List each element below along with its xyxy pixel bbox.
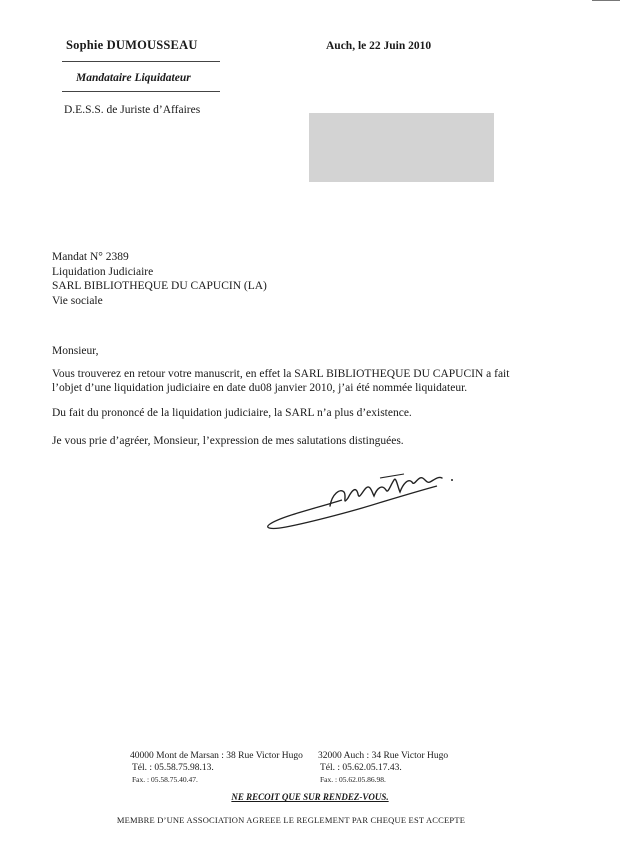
sender-name: Sophie DUMOUSSEAU xyxy=(66,38,198,52)
reference-line: Liquidation Judiciaire xyxy=(52,265,154,278)
office-address: 40000 Mont de Marsan : 38 Rue Victor Hugo xyxy=(130,751,303,761)
sender-title: Mandataire Liquidateur xyxy=(76,72,191,84)
redacted-recipient-address xyxy=(309,113,494,182)
appointment-notice: NE RECOIT QUE SUR RENDEZ-VOUS. xyxy=(231,792,389,802)
office-fax: Fax. : 05.62.05.86.98. xyxy=(320,775,386,784)
divider xyxy=(62,91,220,92)
office-phone: Tél. : 05.62.05.17.43. xyxy=(320,762,402,773)
reference-line: Mandat N° 2389 xyxy=(52,251,129,263)
reference-block xyxy=(52,250,267,308)
closing-formula: Je vous prie d’agréer, Monsieur, l’expression de mes salutations distinguées. xyxy=(52,435,404,447)
handwritten-signature xyxy=(262,466,462,532)
office-fax: Fax. : 05.58.75.40.47. xyxy=(132,775,198,784)
office-auch xyxy=(318,751,448,786)
divider xyxy=(62,61,220,62)
sender-degree: D.E.S.S. de Juriste d’Affaires xyxy=(64,104,201,116)
letter-date: Auch, le 22 Juin 2010 xyxy=(326,40,432,52)
body-paragraph-line: l’objet d’une liquidation judiciaire en date du08 janvier 2010, j’ai été nommée liquidateur. xyxy=(52,382,468,394)
salutation: Monsieur, xyxy=(52,345,99,357)
scan-edge-mark xyxy=(592,0,620,1)
reference-line: Vie sociale xyxy=(52,294,103,307)
reference-line: SARL BIBLIOTHEQUE DU CAPUCIN (LA) xyxy=(52,280,267,292)
office-phone: Tél. : 05.58.75.98.13. xyxy=(132,762,214,773)
membership-notice: MEMBRE D’UNE ASSOCIATION AGREEE LE REGLEMENT PAR CHEQUE EST ACCEPTE xyxy=(116,815,466,825)
office-mont-de-marsan xyxy=(130,751,303,786)
office-address: 32000 Auch : 34 Rue Victor Hugo xyxy=(318,751,449,761)
body-paragraph: Du fait du prononcé de la liquidation judiciaire, la SARL n’a plus d’existence. xyxy=(52,407,412,419)
body-paragraph-line: Vous trouverez en retour votre manuscrit, en effet la SARL BIBLIOTHEQUE DU CAPUCIN a fait xyxy=(52,368,510,380)
